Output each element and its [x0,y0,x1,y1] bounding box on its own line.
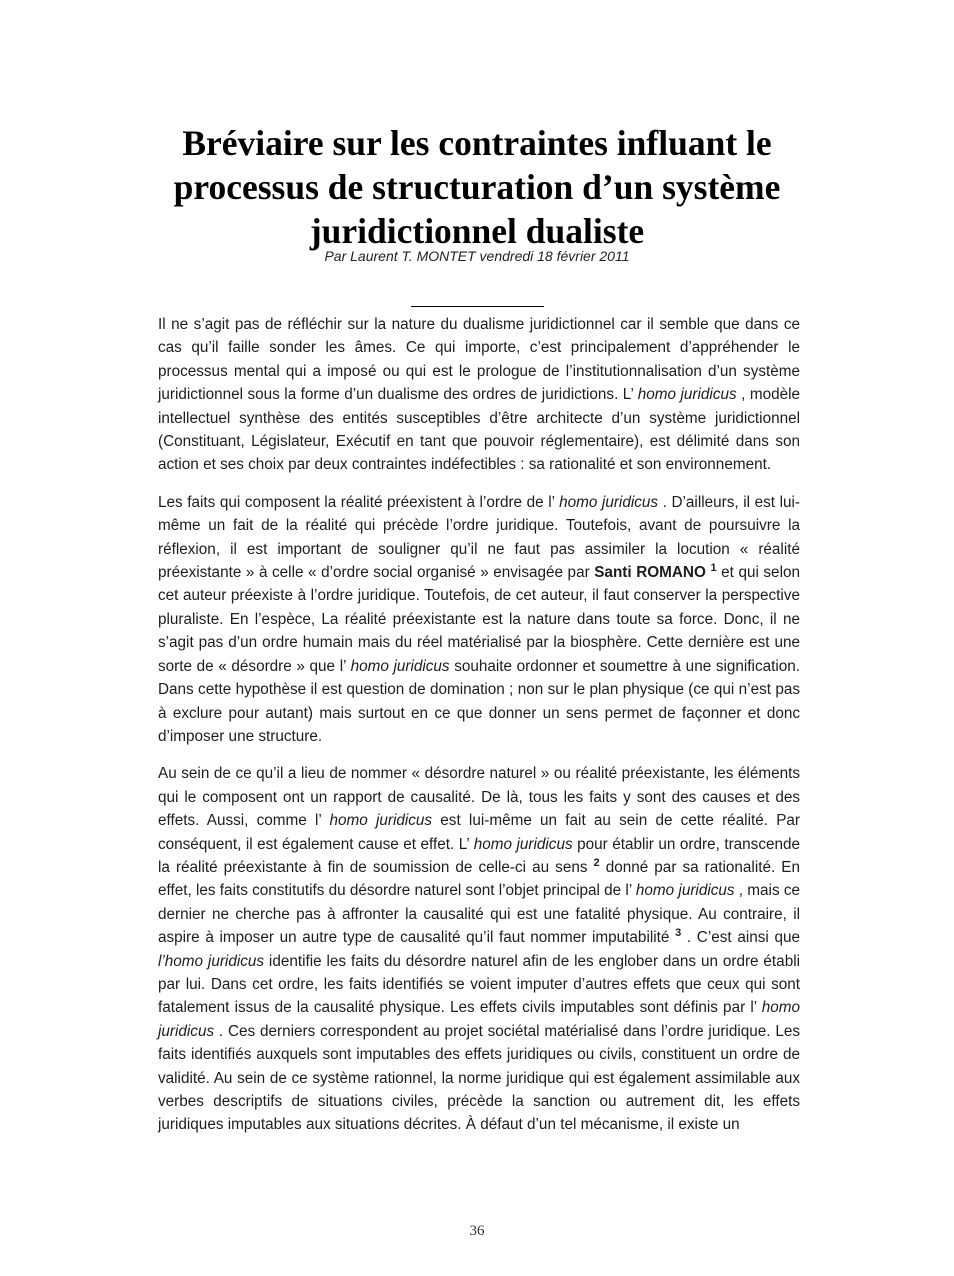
body-text-run: et qui selon cet auteur préexiste à l’ordre juridique. Toutefois, de cet auteur, il faut conserver la perspective pluraliste. En l’espèce, La réalité préexistante est la nature dans toute sa force. Donc, il ne s’agit pas d’un ordre humain mais du réel matérialisé par la biosphère. Cette dernière est une sorte de « désordre » que l’ [158,564,800,675]
body-text-run: , modèle intellectuel synthèse des entités susceptibles d’être architecte d’un système juridictionnel (Constituant, Législateur, Exécutif en tant que pouvoir réglementaire), est délimité dans son action et ses choix par deux contraintes indéfectibles : sa rationalité et son environnement. [158,386,801,474]
emphasis-homo-juridicus: l’homo juridicus [158,952,265,970]
footnote-ref-1[interactable]: 1 [710,562,717,575]
emphasis-homo-juridicus: homo juridicus [637,386,737,404]
title-separator-rule [411,306,544,307]
footnote-ref-3[interactable]: 3 [675,927,682,940]
body-text-run: pour établir un ordre, transcende la réalité préexistante à fin de soumission de celle-ci au sens [158,835,801,876]
body-text-run: , mais ce dernier ne cherche pas à affronter la causalité qui est une fatalité physique. Au contraire, il aspire à imposer un autre type de causalité qu’il faut nommer imputabilité [158,882,801,947]
emphasis-homo-juridicus: homo juridicus [350,657,450,675]
footnote-ref-2[interactable]: 2 [593,856,600,869]
emphasis-homo-juridicus: homo juridicus [329,812,433,830]
body-text-run: Il ne s’agit pas de réfléchir sur la nature du dualisme juridictionnel car il semble que dans ce cas qu’il faille sonder les âmes. Ce qui importe, c’est principalement d’appréhender le processus mental qui a imposé ou qui est le prologue de l’institutionnalisation d’un système juridictionnel sous la forme d’un dualisme des ordres de juridictions. L’ [158,316,800,404]
body-text-run: est lui-même un fait au sein de cette réalité. Par conséquent, il est également cause et effet. L’ [158,812,801,853]
byline: Par Laurent T. MONTET vendredi 18 février 2011 [324,248,630,264]
body-text-run: . Ces derniers correspondent au projet sociétal matérialisé dans l’ordre juridique. Les faits identifiés auxquels sont imputables des effets juridiques ou civils, constituent un ordre de validité. Au sein de ce système rationnel, la norme juridique qui est également assimilable aux verbes descriptifs de situations civiles, précède la sanction ou autrement dit, les effets juridiques imputables aux situations décrites. À défaut d’un tel mécanisme, il existe un [158,1022,800,1134]
author-name-romano: Santi ROMANO [594,564,706,582]
emphasis-homo-juridicus: homo juridicus [473,835,573,853]
body-text-run: donné par sa rationalité. En effet, les faits constitutifs du désordre naturel sont l’objet principal de l’ [158,858,800,900]
article-body [158,313,800,1151]
paragraph-2 [158,491,800,748]
body-text-run: . D’ailleurs, il est lui-même un fait de la réalité qui précède l’ordre juridique. Toutefois, avant de poursuivre la réflexion, il est important de souligner qu’il ne faut pas assimiler la locution « réalité préexistante » à celle « d’ordre social organisé » envisagée par [158,493,800,582]
body-text-run: identifie les faits du désordre naturel afin de les englober dans un ordre établi par lui. Dans cet ordre, les faits identifiés se voient imputer d’autres effets que ceux qui sont fatalement issus de la causalité physique. Les effets civils imputables sont définis par l’ [158,952,800,1017]
body-text-run: souhaite ordonner et soumettre à une signification. Dans cette hypothèse il est question de domination ; non sur le plan physique (ce qui n’est pas à exclure pour autant) mais surtout en ce que donner un sens permet de façonner et donc d’imposer une structure. [158,657,801,745]
paragraph-1 [158,313,800,477]
body-text-run: . C’est ainsi que [681,929,800,947]
body-text-run: Les faits qui composent la réalité préexistent à l’ordre de l’ [158,493,560,511]
page-number: 36 [469,1223,485,1239]
body-text-run: Au sein de ce qu’il a lieu de nommer « désordre naturel » ou réalité préexistante, les éléments qui le composent ont un rapport de causalité. De là, tous les faits y sont des causes et des effets. Aussi, comme l’ [158,765,800,830]
emphasis-homo-juridicus: homo juridicus [559,493,659,511]
paragraph-3 [158,762,800,1137]
emphasis-homo-juridicus: homo juridicus [635,882,735,900]
emphasis-homo-juridicus: homo juridicus [158,999,800,1040]
article-title: Bréviaire sur les contraintes influant le processus de structuration d’un système juridictionnel dualiste [173,123,781,251]
